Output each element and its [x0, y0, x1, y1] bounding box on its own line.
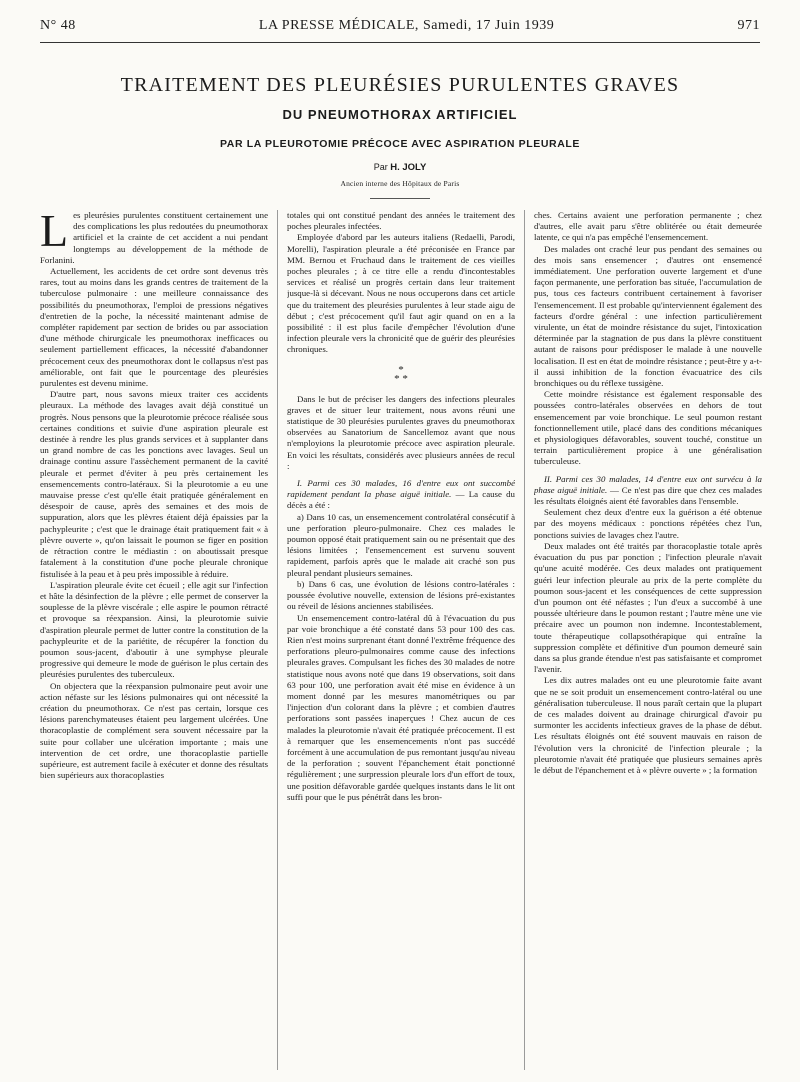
paragraph: Dans le but de préciser les dangers des infections pleurales graves et de situer leur traitement, nous avons réuni une statistique de 30 pleurésies purulentes graves du pneumothorax observées au Sanatorium de Sancellemoz avant que nous n'employions la pleurotomie précoce avec aspiration pleurale. En voici les résultats, considérés avec plusieurs années de recul :	[286, 393, 515, 471]
section-1-title: I. Parmi ces 30 malades, 16 d'entre eux ont succombé rapidement pendant la phase aiguë initiale.	[286, 478, 515, 500]
section-2-title: II. Parmi ces 30 malades, 14 d'entre eux ont survécu à la phase aiguë initiale.	[533, 473, 762, 495]
asterism	[287, 363, 515, 385]
paragraph: D'autre part, nous savons mieux traiter ces accidents pleuraux. La méthode des lavages avait déjà constitué un progrès. Nous pensons que la pleurotomie précoce réalisée sous certaines conditions et suivie d'une aspiration pleurale est destinée à rendre les plus grands services et à supplanter dans un grand nombre de cas les ponctions avec lavages. Seul un drainage continu assure l'assèchement permanent de la cavité pleurale et permet d'éviter à peu près certainement les ensemencements contro-latéraux. Si la pleurotomie a eu une mauvaise presse c'est qu'elle était pratiquée généralement en désespoir de cause, après des semaines et des mois de suppuration, alors que les plèvres étaient déjà épaissies par la pachypleurite ; c'est que le drainage était pratiquement fait « à plèvre ouverte », qu'on laissait le poumon se figer en position de rétraction contre le médiastin : on aboutissait presque fatalement à la constitution d'une poche pleurale chronique fistulisée à la peau et à peu près impossible à réduire.	[40, 389, 269, 579]
paragraph: Seulement chez deux d'entre eux la guérison a été obtenue par des moyens médicaux : ponctions répétées chez l'un, ponctions suivies de lavages chez l'autre.	[533, 507, 762, 540]
paragraph: a) Dans 10 cas, un ensemencement controlatéral consécutif à une perforation pleuro-pulmonaire. Chez ces malades le poumon opposé était pratiquement sain ou ne présentait que des lésions limitées ; l'ensemencement est survenu souvent rapidement, parfois après que le malade ait craché son pus pleural pendant plusieurs semaines.	[286, 511, 515, 578]
title-block	[40, 74, 760, 199]
column-divider	[277, 210, 278, 1070]
running-header	[40, 18, 760, 40]
column-2	[287, 210, 515, 1070]
article-columns	[40, 210, 762, 1070]
column-1	[40, 210, 268, 1070]
paragraph: Employée d'abord par les auteurs italiens (Redaelli, Parodi, Morelli), l'aspiration pleurale a été préconisée en France par MM. Bernou et Fruchaud dans le traitement de ces vieilles poches pleurales ; à ce titre elle a rendu d'incontestables services et réalisé un progrès certain dans leur traitement jusque-là si décevant. Nous ne nous occuperons dans cet article que du traitement des pleurésies purulentes à leur stade aigu de début ; c'est précocement qu'il faut agir quand on en a la possibilité : il est plus facile d'empêcher l'évolution d'une infection pleurale vers la chronicité que de guérir des pleurésies chroniques.	[286, 232, 515, 355]
article-subtitle: DU PNEUMOTHORAX ARTIFICIEL	[282, 107, 518, 122]
paragraph: On objectera que la réexpansion pulmonaire peut avoir une action néfaste sur les lésions pulmonaires qui ont nécessité la création du pneumothorax. Ce n'est pas certain, lorsque ces lésions parenchymateuses étaient peu largement ulcérées. Une thoracoplastie de complément sera souvent nécessaire par la suite pour collaber une ulcération importante ; mais une intervention de cet ordre, une thoracoplastie partielle supérieure, est autrement facile à exécuter et donne des résultats bien supérieurs aux thoracoplasties	[40, 680, 269, 781]
byline-by: Par	[373, 162, 388, 172]
paragraph: Deux malades ont été traités par thoracoplastie totale après évacuation du pus par ponction ; l'infection pleurale n'avait qu'une acuité modérée. Ces deux malades ont pratiquement guéri leur infection pleurale au prix de la perte complète du poumon sous-jacent et les conséquences de cette suppression d'un poumon ont été néfastes ; l'un d'eux a succombé à une poussée ultérieure dans le poumon restant ; l'autre mène une vie précaire avec un poumon non indemne. Incontestablement, toute thérapeutique collapsothérapique qui entraîne la suppression complète et définitive d'un poumon demeuré sain dans sa plus grande étendue n'est pas satisfaisante et compromet l'avenir.	[533, 540, 762, 675]
author-affiliation: Ancien interne des Hôpitaux de Paris	[340, 179, 460, 188]
paragraph: totales qui ont constitué pendant des années le traitement des poches pleurales infectées.	[286, 210, 515, 232]
asterism-top: *	[398, 363, 404, 376]
paragraph: Cette moindre résistance est également responsable des poussées contro-latérales observées en dehors de tout ensemencement par voie bronchique. Le seul poumon restant fonctionnellement utile, placé dans des conditions mécaniques et physiologiques défavorables, souvent touché, constitue un terrain particulièrement propice à une généralisation tuberculeuse.	[533, 389, 762, 467]
page-number: 971	[737, 18, 760, 33]
article-subtitle-method: PAR LA PLEUROTOMIE PRÉCOCE AVEC ASPIRATION PLEURALE	[219, 138, 580, 150]
header-rule	[40, 42, 760, 43]
journal-name: LA PRESSE MÉDICALE,	[258, 18, 419, 33]
section-1-heading	[287, 478, 515, 512]
article-title: TRAITEMENT DES PLEURÉSIES PURULENTES GRAVES	[120, 74, 680, 96]
paragraph: Actuellement, les accidents de cet ordre sont devenus très rares, tout au moins dans les grands centres de traitement de la tuberculose pulmonaire : une meilleure connaissance des possibilités du pneumothorax, l'emploi de pressions négatives d'entretien de la poche, la nécessité maintenant admise de compléter rapidement par section de brides ou par association d'une méthode chirurgicale les pneumothorax inefficaces ou seulement partiellement efficaces, la nécessité d'abandonner précocement ceux des pneumothorax dont le collapsus n'est pas améliorable, ont fait que le pourcentage des pleurésies purulentes est devenu minime.	[40, 266, 269, 389]
paragraph: Des malades ont craché leur pus pendant des semaines ou des mois sans ensemencer ; d'autres ont ensemencé immédiatement. Une perforation ouverte largement et d'une façon permanente, une perforation bas située, l'accumulation de pus, tous ces facteurs contribuent certainement à favoriser l'ensemencement. Il est probable qu'interviennent également des facteurs d'ordre général : une infection particulièrement virulente, un état de moindre résistance du sujet, l'intoxication déterminée par la stagnation de pus dans la plèvre constituent autant de raisons pour prédisposer le malade à une nouvelle localisation. Il est en état de moindre résistance ; peut-être y a-t-il aussi inhibition de la fonction évacuatrice des cils bronchiques ou du réflexe tussigène.	[533, 243, 762, 389]
section-1-tail: — La cause du décès a été :	[286, 489, 515, 511]
paragraph: L'aspiration pleurale évite cet écueil ; elle agit sur l'infection et hâte la désinfection de la plèvre ; elle permet de conserver la souplesse de la plèvre viscérale ; elle aspire le poumon rétracté et provoque sa réexpansion. Ainsi, la pleurotomie suivie d'aspiration pleurale permet de lutter contre la constitution de la pachypleurite et de la pariétite, de récupérer la fonction du poumon sous-jacent, d'aboutir à une symphyse pleurale progressive qui demeure le mode de guérison le plus certain des pleurésies purulentes des tuberculeux.	[40, 579, 269, 680]
paragraph: b) Dans 6 cas, une évolution de lésions contro-latérales : poussée évolutive nouvelle, extension de lésions pré-existantes ou réveil de lésions anciennes stabilisées.	[286, 578, 515, 612]
asterism-bottom: * *	[394, 372, 408, 385]
paragraph: ches. Certains avaient une perforation permanente ; chez d'autres, elle avait paru s'être oblitérée ou était demeurée latente, ce qui n'a pas empêché l'ensemencement.	[533, 210, 762, 243]
column-divider	[524, 210, 525, 1070]
journal-date	[259, 18, 554, 34]
issue-number: N° 48	[40, 18, 76, 33]
drop-cap: L	[40, 210, 69, 256]
author-name: H. JOLY	[390, 162, 427, 173]
column-3	[534, 210, 762, 1070]
paragraph: Les dix autres malades ont eu une pleurotomie faite avant que ne se soit produit un ensemencement contro-latéral ou une généralisation tuberculeuse. Il nous paraît certain que la plupart de ces malades doivent au drainage chirurgical d'avoir pu surmonter les accidents infectieux graves de la phase de début. Les résultats éloignés ont été souvent mauvais en raison de l'évolution vers la chronicité de l'infection pleurale ; la pleurotomie n'avait été pratiquée que plusieurs semaines après le début de l'épanchement et à « plèvre ouverte » ; la formation	[533, 675, 762, 775]
paragraph: Un ensemencement contro-latéral dû à l'évacuation du pus par voie bronchique a été constaté dans 53 pour 100 des cas. Rien n'est moins surprenant étant donné l'extrême fréquence des perforations pleuro-pulmonaires comme cause des infections pleurales graves. Compulsant les fiches des 30 malades de notre statistique nous avons noté que dans 19 observations, soit dans 63 pour 100, une perforation avait été mise en évidence à un moment donné par les mesures manométriques ou par l'injection d'un colorant dans la plèvre ; et combien d'autres perforations sont passées inaperçues ! Chez aucun de ces malades la pleurotomie n'avait été pratiquée précocement. Il est à remarquer que les ensemencements n'ont pas succédé forcément à une accumulation de pus remontant jusqu'au niveau de la perforation ; souvent l'épanchement était ponctionné régulièrement ; une surpression pleurale lors d'un effort de toux, une position défavorable gardée quelques instants dans le lit ont suffi pour que le pus pénétrât dans les bron-	[286, 612, 515, 802]
byline	[40, 162, 760, 173]
first-paragraph	[40, 210, 268, 266]
issue-date: Samedi, 17 Juin 1939	[422, 18, 555, 33]
title-rule	[370, 198, 430, 199]
section-2-tail: — Ce n'est pas dire que chez ces malades les résultats éloignés aient été favorables dans l'ensemble.	[533, 484, 762, 507]
paragraph: es pleurésies purulentes constituent certainement une des complications les plus redoutées du pneumothorax artificiel et la crainte de cet accident a nui pendant longtemps au développement de la méthode de Forlanini.	[40, 210, 269, 265]
section-2-heading	[534, 474, 762, 508]
